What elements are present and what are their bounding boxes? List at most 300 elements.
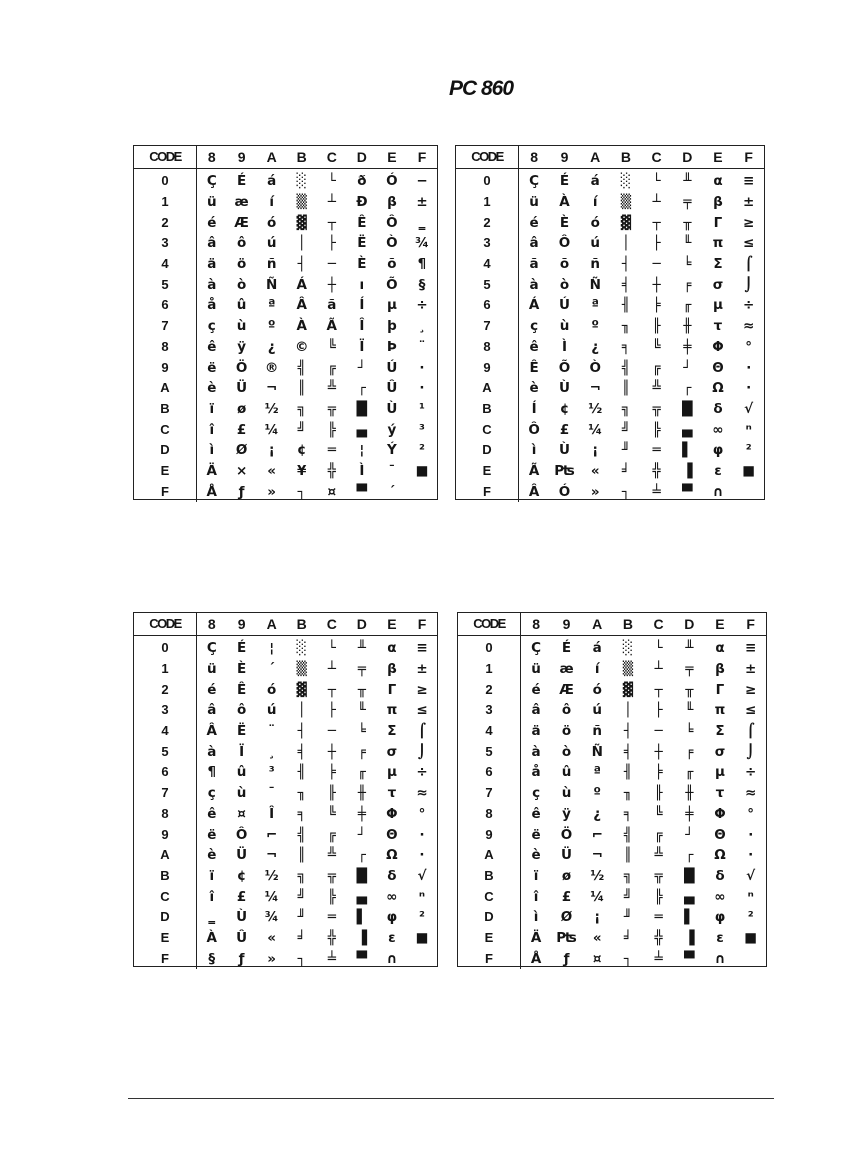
character-cell: ═	[654, 909, 663, 926]
table-row	[134, 378, 437, 399]
character-cell: ²	[419, 909, 425, 926]
character-cell: ▀	[684, 950, 695, 967]
character-cell: °	[745, 338, 753, 355]
row-code-label: 1	[456, 192, 519, 213]
character-cell: ═	[327, 442, 336, 459]
character-cell: ⌡	[744, 276, 753, 293]
character-cell: Û	[236, 929, 248, 946]
character-cell: ╘	[357, 723, 366, 740]
character-cell: Ð	[356, 194, 368, 211]
character-code-table	[134, 613, 437, 969]
character-cell: ├	[652, 235, 661, 252]
character-cell: æ	[234, 194, 249, 211]
character-cell: ┴	[654, 661, 663, 678]
character-cell: ┘	[685, 826, 694, 843]
row-code-label: E	[456, 461, 519, 482]
table-row	[134, 783, 437, 804]
character-cell: í	[269, 194, 274, 211]
character-cell: Å	[206, 483, 217, 500]
character-cell: Ü	[561, 847, 573, 864]
character-cell: ╩	[654, 847, 663, 864]
character-cell: £	[236, 888, 247, 905]
character-cell: ½	[264, 867, 279, 884]
character-cell: Ô	[235, 826, 248, 843]
character-cell: ╒	[685, 743, 694, 760]
character-cell: ½	[264, 400, 279, 417]
character-cell: └	[327, 173, 336, 190]
character-cell: Σ	[715, 723, 725, 740]
table-row	[134, 192, 437, 213]
character-cell: ║	[297, 380, 306, 397]
character-cell: φ	[714, 909, 726, 926]
character-cell: ┐	[297, 950, 306, 967]
hex-column-header: 9	[551, 613, 582, 636]
character-cell: ╜	[297, 909, 306, 926]
row-code-label: 2	[134, 679, 197, 700]
character-cell: ▄	[684, 888, 695, 905]
character-cell: ╦	[654, 867, 663, 884]
character-cell: ¡	[594, 909, 601, 926]
character-cell: á	[590, 173, 600, 190]
character-cell: ¤	[327, 483, 337, 500]
table-row	[134, 948, 437, 969]
character-cell: õ	[559, 256, 570, 273]
character-cell: π	[712, 235, 724, 252]
character-cell: ₧	[554, 462, 575, 479]
character-cell: Ò	[589, 359, 601, 376]
character-cell: δ	[715, 867, 725, 884]
character-cell: β	[715, 661, 725, 678]
character-cell: ù	[236, 318, 247, 335]
character-cell: ≥	[745, 681, 757, 698]
character-cell: Θ	[386, 826, 398, 843]
character-cell: ·	[746, 380, 752, 397]
character-cell: ║	[621, 380, 630, 397]
table-row	[134, 212, 437, 233]
character-cell: ─	[327, 256, 336, 273]
character-cell: Ô	[386, 214, 398, 231]
row-code-label: E	[458, 928, 521, 949]
character-cell: │	[623, 702, 632, 719]
character-cell: §	[208, 950, 216, 967]
row-code-label: 8	[134, 337, 197, 358]
character-cell: ì	[531, 442, 537, 459]
character-cell: ┐	[623, 950, 632, 967]
table-row	[456, 192, 764, 213]
row-code-label: 8	[458, 804, 521, 825]
character-cell: ÷	[416, 297, 428, 314]
row-code-label: D	[134, 907, 197, 928]
character-cell: û	[561, 764, 572, 781]
character-cell: ╒	[683, 276, 692, 293]
character-cell: ╝	[621, 421, 630, 438]
footer-rule	[128, 1098, 774, 1099]
character-cell: Í	[531, 400, 537, 417]
character-cell: ¨	[418, 338, 426, 355]
character-cell: å	[207, 297, 217, 314]
character-cell: ┼	[327, 743, 336, 760]
character-cell: ▒	[620, 194, 632, 211]
table-row	[134, 274, 437, 295]
character-cell: £	[561, 888, 572, 905]
character-cell: â	[529, 235, 539, 252]
character-cell: ë	[207, 826, 217, 843]
character-cell: ┬	[327, 681, 336, 698]
character-cell: α	[713, 173, 723, 190]
character-cell: ╡	[297, 743, 306, 760]
character-cell: ƒ	[238, 483, 245, 500]
table-row	[134, 845, 437, 866]
character-cell: í	[594, 661, 600, 678]
table-row	[134, 741, 437, 762]
character-cell: ╩	[327, 847, 336, 864]
table-row	[458, 636, 766, 659]
row-code-label: 9	[456, 357, 519, 378]
character-cell: ⌠	[744, 256, 753, 273]
row-code-label: 2	[458, 679, 521, 700]
character-cell: ▌	[356, 909, 368, 926]
character-cell: Æ	[234, 214, 249, 231]
character-cell: ▓	[620, 214, 632, 231]
row-code-label: C	[134, 886, 197, 907]
character-cell: ▓	[296, 681, 307, 698]
code-chart-top-left	[133, 145, 438, 500]
character-cell: ╠	[654, 888, 663, 905]
character-cell: µ	[713, 297, 723, 314]
character-cell: ┘	[357, 826, 366, 843]
character-cell: ò	[559, 276, 570, 293]
character-cell: ╫	[685, 785, 694, 802]
character-cell: ×	[235, 462, 248, 479]
character-cell: ┌	[357, 380, 366, 397]
character-cell: ╞	[652, 297, 661, 314]
character-cell: τ	[713, 318, 723, 335]
row-code-label: A	[458, 845, 521, 866]
character-cell: Ú	[559, 297, 571, 314]
character-cell: ö	[561, 723, 572, 740]
row-code-label: 3	[456, 233, 519, 254]
character-cell: ╖	[621, 318, 630, 335]
character-cell: â	[207, 702, 217, 719]
character-cell: ¼	[264, 421, 279, 438]
row-code-label: D	[134, 440, 197, 461]
character-cell: ╥	[683, 214, 692, 231]
row-code-label: 4	[456, 254, 519, 275]
character-cell: ‗	[208, 909, 216, 926]
character-cell: ±	[745, 661, 757, 678]
row-code-label: 7	[134, 783, 197, 804]
character-cell: à	[207, 743, 217, 760]
character-cell: ª	[593, 764, 602, 781]
character-cell: ï	[533, 867, 539, 884]
table-row	[456, 316, 764, 337]
character-cell: ┤	[621, 256, 630, 273]
row-code-label: 3	[134, 233, 197, 254]
character-cell: è	[531, 847, 541, 864]
table-row	[134, 254, 437, 275]
character-cell: ≤	[743, 235, 755, 252]
character-cell: ¦	[359, 442, 365, 459]
character-cell: ≈	[416, 785, 428, 802]
table-row	[134, 679, 437, 700]
character-cell: ■	[742, 462, 756, 479]
character-cell: ç	[530, 318, 539, 335]
character-cell: ï	[209, 867, 215, 884]
character-cell: Ë	[236, 723, 247, 740]
character-cell: á	[592, 640, 602, 657]
row-code-label: F	[458, 948, 521, 969]
character-cell: ╬	[327, 462, 336, 479]
character-cell: └	[654, 640, 663, 657]
character-cell: è	[529, 380, 539, 397]
character-cell: β	[387, 194, 397, 211]
row-code-label: C	[134, 419, 197, 440]
character-cell: ╛	[297, 929, 306, 946]
character-cell: ç	[532, 785, 541, 802]
hex-column-header: 9	[227, 146, 257, 169]
character-cell: ñ	[592, 723, 603, 740]
character-cell: ▀	[356, 950, 368, 967]
character-cell: ╔	[652, 359, 661, 376]
character-cell: ╧	[327, 950, 336, 967]
code-column-header: CODE	[456, 146, 519, 169]
character-cell: Û	[386, 380, 398, 397]
character-cell: ε	[716, 929, 724, 946]
character-cell: Ý	[387, 442, 397, 459]
character-cell: ∙	[419, 826, 425, 843]
character-cell: ¼	[590, 888, 605, 905]
character-cell: Õ	[558, 359, 571, 376]
character-cell	[407, 481, 437, 502]
table-row	[134, 295, 437, 316]
character-cell: Ç	[529, 173, 540, 190]
character-cell: ®	[264, 359, 279, 376]
character-cell: ╓	[685, 764, 694, 781]
row-code-label: A	[134, 845, 197, 866]
row-code-label: 5	[458, 741, 521, 762]
character-cell: ¬	[266, 847, 278, 864]
character-cell: █	[356, 400, 368, 417]
character-cell: ²	[419, 442, 425, 459]
character-cell: β	[713, 194, 723, 211]
character-cell: ╗	[623, 867, 632, 884]
character-cell: Ö	[560, 826, 573, 843]
character-cell: Ù	[559, 442, 571, 459]
character-cell: Ó	[386, 173, 398, 190]
hex-column-header: 8	[197, 613, 227, 636]
character-cell: ╩	[327, 380, 336, 397]
character-cell: ▀	[356, 483, 368, 500]
character-cell: ¼	[588, 421, 603, 438]
character-cell: ╘	[685, 723, 694, 740]
character-cell: ╬	[327, 929, 336, 946]
character-cell: Ã	[326, 318, 337, 335]
table-row	[134, 337, 437, 358]
table-row	[458, 845, 766, 866]
table-row	[456, 295, 764, 316]
row-code-label: 7	[134, 316, 197, 337]
character-cell: ¦	[269, 640, 275, 657]
character-cell: Ç	[206, 173, 217, 190]
table-row	[458, 907, 766, 928]
table-row	[456, 274, 764, 295]
character-cell: ÿ	[237, 338, 246, 355]
character-cell: §	[418, 276, 426, 293]
character-cell: ·	[748, 847, 754, 864]
character-cell: ╜	[623, 909, 632, 926]
table-row	[134, 440, 437, 461]
character-cell: Θ	[712, 359, 724, 376]
character-cell: »	[590, 483, 600, 500]
code-chart-top-right	[455, 145, 765, 500]
table-row	[456, 399, 764, 420]
character-cell: ║	[297, 847, 306, 864]
character-cell: ╢	[621, 297, 630, 314]
character-cell: σ	[712, 276, 724, 293]
table-row	[134, 357, 437, 378]
character-cell: ∩	[386, 950, 398, 967]
character-cell: É	[559, 173, 570, 190]
table-row	[458, 886, 766, 907]
character-cell: σ	[386, 743, 398, 760]
character-cell: ª	[591, 297, 600, 314]
character-cell: ¨	[268, 723, 276, 740]
character-cell: Ñ	[589, 276, 601, 293]
row-code-label: 6	[134, 295, 197, 316]
character-cell: Ä	[530, 929, 542, 946]
row-code-label: C	[458, 886, 521, 907]
table-row	[134, 481, 437, 502]
character-cell: à	[207, 276, 217, 293]
character-cell: ƒ	[238, 950, 245, 967]
character-cell: α	[387, 640, 397, 657]
character-cell: Ç	[531, 640, 542, 657]
character-cell: δ	[713, 400, 723, 417]
character-cell: Ñ	[266, 276, 278, 293]
character-cell: ð	[357, 173, 367, 190]
row-code-label: 1	[134, 192, 197, 213]
table-row	[456, 481, 764, 502]
character-cell: ▓	[296, 214, 307, 231]
row-code-label: D	[458, 907, 521, 928]
character-cell: ³	[419, 421, 425, 438]
hex-column-header: F	[407, 146, 437, 169]
character-cell: ╗	[297, 867, 306, 884]
character-cell: ╔	[327, 359, 336, 376]
character-cell: ≡	[416, 640, 428, 657]
character-cell: °	[418, 805, 426, 822]
character-cell: ┴	[327, 661, 336, 678]
character-cell: é	[531, 681, 541, 698]
character-cell: ╣	[623, 826, 632, 843]
character-cell: ╤	[357, 661, 366, 678]
row-code-label: 4	[134, 721, 197, 742]
character-cell: ±	[743, 194, 755, 211]
character-cell: ┤	[623, 723, 632, 740]
character-cell: ╣	[297, 826, 306, 843]
character-cell: ü	[529, 194, 539, 211]
character-cell: ∞	[714, 888, 726, 905]
character-cell: ╝	[297, 888, 306, 905]
character-cell: ╙	[685, 702, 694, 719]
table-row	[458, 804, 766, 825]
character-cell: └	[652, 173, 661, 190]
character-cell: ■	[744, 929, 758, 946]
character-cell: ì	[533, 909, 539, 926]
character-cell: ╓	[683, 297, 692, 314]
character-cell: »	[267, 950, 277, 967]
character-cell: ╔	[654, 826, 663, 843]
character-cell: √	[746, 867, 756, 884]
row-code-label: 6	[456, 295, 519, 316]
character-cell: ö	[236, 256, 247, 273]
character-cell: Ù	[559, 380, 571, 397]
character-cell: À	[559, 194, 570, 211]
hex-column-header: A	[257, 613, 287, 636]
character-cell: Ü	[236, 847, 248, 864]
character-cell: ╟	[652, 318, 661, 335]
character-cell: ╫	[683, 318, 692, 335]
character-cell: ú	[590, 235, 601, 252]
row-code-label: 2	[134, 212, 197, 233]
character-cell: ┤	[297, 256, 306, 273]
character-cell: ╞	[654, 764, 663, 781]
character-cell: ┴	[327, 194, 336, 211]
character-cell: Î	[359, 318, 365, 335]
character-cell: ╚	[327, 338, 336, 355]
character-cell: ¶	[207, 764, 217, 781]
character-cell: √	[744, 400, 754, 417]
character-cell: ╧	[654, 950, 663, 967]
character-cell: Σ	[713, 256, 723, 273]
character-cell: Ù	[236, 909, 248, 926]
character-cell: ⌡	[417, 743, 427, 760]
character-cell: À	[296, 318, 307, 335]
character-code-table	[458, 613, 766, 969]
row-code-label: 7	[458, 783, 521, 804]
row-code-label: B	[456, 399, 519, 420]
table-row	[456, 337, 764, 358]
character-cell: Á	[528, 297, 540, 314]
character-cell: ▀	[682, 483, 693, 500]
row-code-label: C	[456, 419, 519, 440]
character-cell: Ó	[558, 483, 571, 500]
character-cell: ·	[419, 380, 425, 397]
character-cell: ╔	[327, 826, 336, 843]
table-row	[458, 948, 766, 969]
character-cell: ╚	[652, 338, 661, 355]
character-cell: ╢	[623, 764, 632, 781]
character-cell: ╨	[357, 640, 366, 657]
character-cell: ñ	[590, 256, 601, 273]
character-cell: ¡	[268, 442, 275, 459]
table-row	[458, 679, 766, 700]
character-cell: ╒	[357, 743, 366, 760]
row-code-label: 9	[458, 824, 521, 845]
character-cell: Ω	[714, 847, 726, 864]
table-row	[456, 440, 764, 461]
row-code-label: 0	[134, 636, 197, 659]
character-cell: û	[236, 764, 247, 781]
table-row	[134, 907, 437, 928]
character-cell: ¬	[589, 380, 601, 397]
character-cell: ▐	[682, 462, 693, 479]
character-cell: ⌠	[746, 723, 755, 740]
table-row	[458, 762, 766, 783]
hex-column-header: D	[347, 613, 377, 636]
hex-column-header: 8	[197, 146, 227, 169]
character-cell: Ö	[235, 359, 248, 376]
